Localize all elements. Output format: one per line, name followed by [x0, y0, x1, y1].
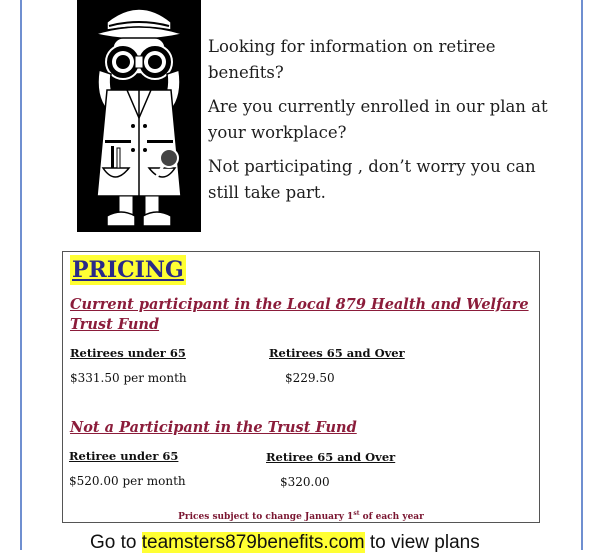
intro-text: [208, 34, 548, 214]
price-change-note: [63, 510, 539, 522]
website-link[interactable]: teamsters879benefits.com: [141, 532, 365, 553]
intro-line-1: Looking for information on retiree benefits?: [208, 37, 496, 82]
section-heading-not-participant: Not a Participant in the Trust Fund: [70, 419, 357, 436]
section-heading-current-participant: Current participant in the Local 879 Health and Welfare Trust Fund: [70, 296, 529, 333]
pricing-box: [62, 251, 540, 523]
intro-line-2: Are you currently enrolled in our plan at your workplace?: [208, 97, 548, 142]
price-retiree-65-over: $320.00: [280, 475, 330, 489]
detective-binoculars-illustration: [77, 0, 201, 232]
col-label-retiree-65-over: Retiree 65 and Over: [266, 450, 396, 464]
footnote-text-end: of each year: [359, 512, 424, 522]
price-retiree-under-65: $520.00 per month: [69, 474, 186, 488]
footer-pre-text: Go to: [90, 532, 142, 553]
footer-cta: [90, 532, 480, 554]
price-retirees-65-over: $229.50: [285, 371, 335, 385]
page-border-right: [581, 0, 583, 550]
footnote-text: Prices subject to change January 1: [178, 512, 354, 522]
col-label-retiree-under-65: Retiree under 65: [69, 449, 179, 463]
footer-post-text: to view plans: [364, 532, 480, 553]
page-border-left: [20, 0, 22, 550]
col-label-retirees-under-65: Retirees under 65: [70, 346, 186, 360]
price-retirees-under-65: $331.50 per month: [70, 371, 187, 385]
col-label-retirees-65-over: Retirees 65 and Over: [269, 346, 405, 360]
pricing-title: PRICING: [72, 257, 184, 283]
footnote-ordinal: st: [353, 510, 360, 517]
intro-line-3: Not participating , don’t worry you can still take part.: [208, 157, 536, 202]
